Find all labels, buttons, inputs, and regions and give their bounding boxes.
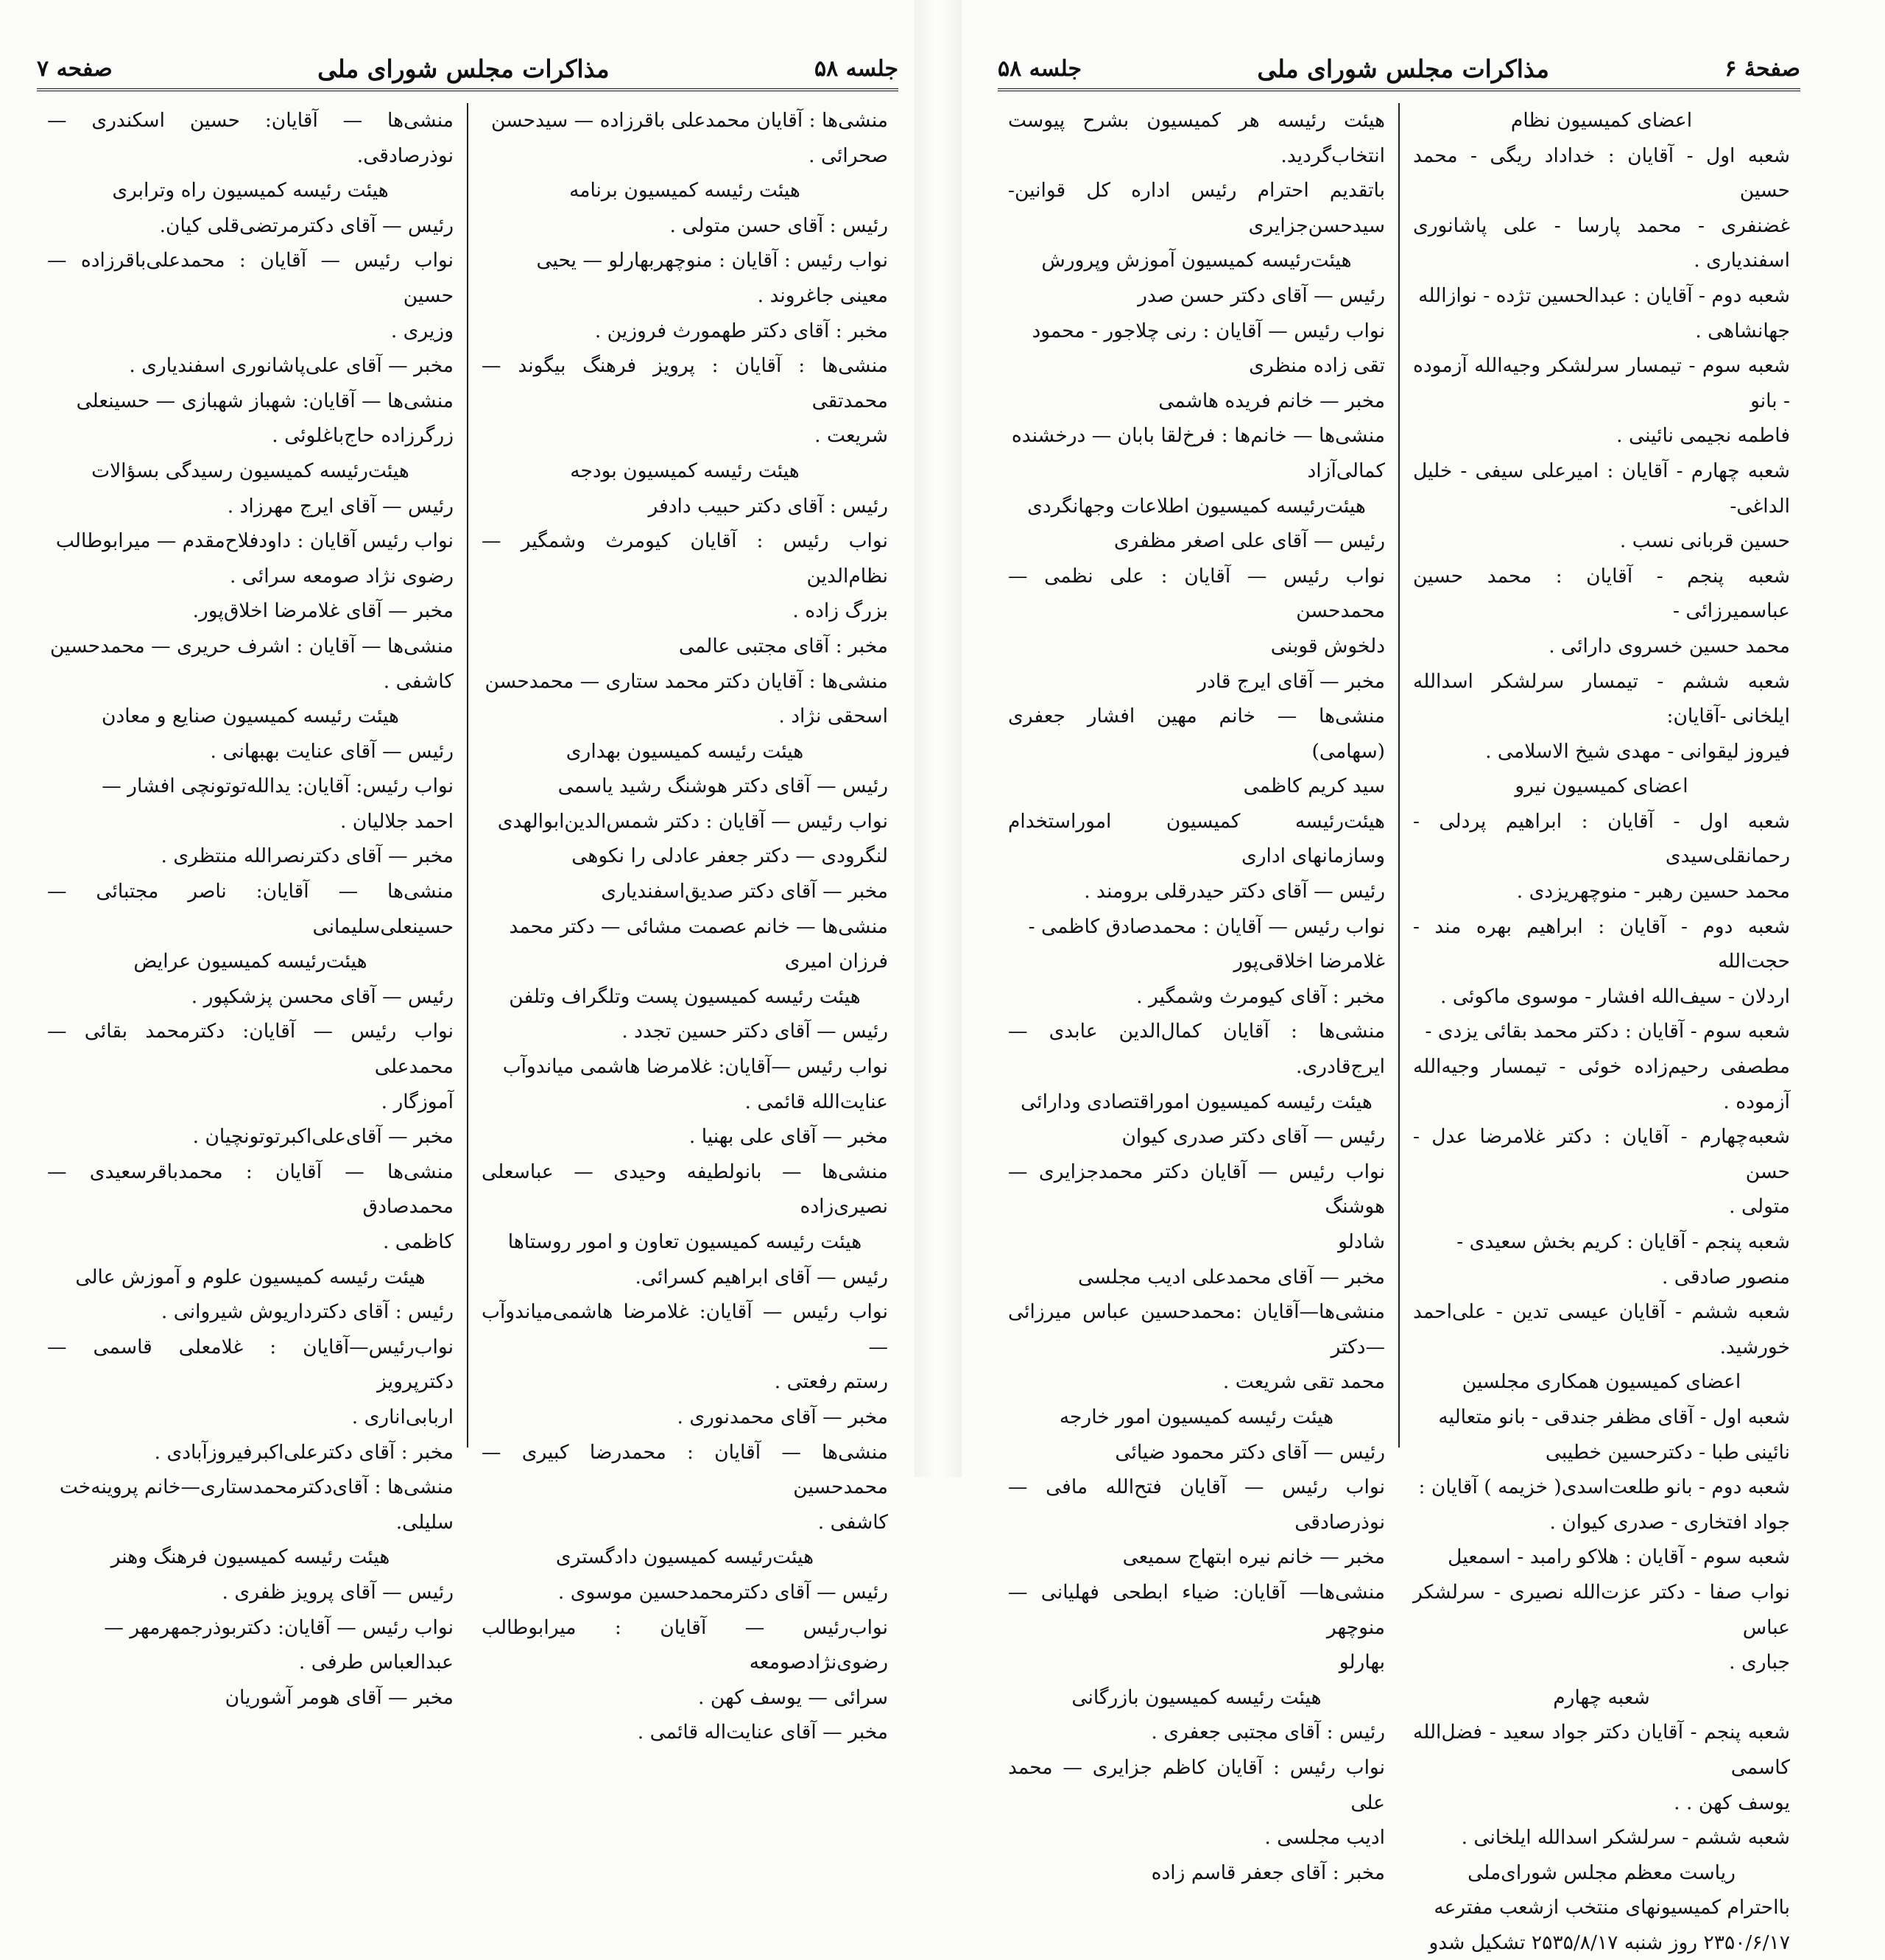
text-line: شعبه اول - آقایان : ابراهیم پردلی - رحمانقلی‌سیدی [1413,809,1790,868]
section-heading: هیئت رئیسه کمیسیون صنایع و معادن [101,705,399,728]
section-heading: هیئت رئیسه کمیسیون پست وتلگراف وتلفن [509,984,861,1008]
text-line: منشی‌ها — بانولطیفه وحیدی — عباسعلی نصیری‌زاده [482,1160,888,1219]
text-line: مخبر — آقای محمدنوری . [677,1405,888,1428]
text-line: رئیس — آقای دکتر صدری کیوان [1121,1125,1385,1149]
text-line: نائینی طبا - دکترحسین خطیبی [1545,1440,1790,1464]
text-line: شعبه سوم - تیمسار سرلشکر وجیه‌الله آزموده - بانو [1413,354,1790,412]
column-left [37,103,464,1709]
text-line: رضوی نژاد صومعه سرائی . [229,564,454,588]
text-line: منشی‌ها : آقایان : پرویز فرهنگ بیگوند —محمدتقی [482,354,888,412]
text-line: منشی‌ها : آقایان دکتر محمد ستاری — محمدحسن [485,669,888,693]
text-line: وزیری . [390,319,454,342]
text-line: شعبه ششم - آقایان عیسی تدین - علی‌احمد خورشید. [1413,1300,1790,1358]
text-line: منشی‌ها — آقایان: حسین اسکندری — نوذرصادقی. [47,109,454,167]
text-line: هیئت‌رئیسه کمیسیون اموراستخدام وسازمانهای اداری [1008,809,1385,868]
text-line: فاطمه نجیمی نائینی . [1616,424,1790,448]
column-left [998,103,1395,1884]
section-heading: هیئت‌رئیسه کمیسیون آموزش وپرورش [1041,249,1352,272]
text-line: نواب رئیس — آقایان : رنی چلاجور - محمود [1032,319,1385,342]
text-line: آموزگار . [381,1090,454,1113]
text-line: منشی‌ها : آقایان محمدعلی باقرزاده — سیدحسن [490,109,888,132]
text-line: شعبه‌چهارم - آقایان : دکتر غلامرضا عدل - حسن [1413,1125,1790,1183]
text-line: مخبر : آقای مجتبی عالمی [678,634,888,658]
text-line: نواب رئیس — آقایان: غلامرضا هاشمی‌میاندوآب — [482,1300,888,1358]
text-line: فیروز لیقوانی - مهدی شیخ الاسلامی . [1485,739,1790,763]
text-line: رئیس : آقای دکتر حبیب دادفر [648,494,888,518]
section-heading: ریاست معظم مجلس شورای‌ملی [1468,1861,1736,1884]
text-line: باتقدیم احترام رئیس اداره کل قوانین-سیدحسن‌جزایری [1008,179,1385,237]
text-line: شعبه پنجم - آقایان دکتر جواد سعید - فضل‌الله کاسمی [1413,1721,1790,1779]
text-line: مخبر — آقای دکترنصرالله منتظری . [161,845,454,868]
section-heading: هیئت رئیسه کمیسیون برنامه [569,179,800,202]
text-line: لنگرودی — دکتر جعفر عادلی را نکوهی [571,845,888,868]
text-line: رئیس — آقای دکترمرتضی‌قلی کیان. [159,214,454,237]
column-right [471,103,898,1744]
text-line: رئیس — آقای دکتر محمود ضیائی [1115,1440,1385,1464]
text-line: مخبر : آقای دکترعلی‌اکبرفیروزآبادی . [154,1440,454,1464]
text-line: نواب رئیس — آقایان دکتر محمدجزایری —هوشنگ [1008,1160,1385,1219]
section-heading: هیئت رئیسه کمیسیون فرهنگ وهنر [110,1545,390,1569]
text-line: رئیس : آقای مجتبی جعفری . [1151,1721,1385,1744]
text-line: جباری . [1729,1651,1790,1674]
column-divider [1398,103,1400,1448]
running-title: مذاکرات مجلس شورای ملی [1257,54,1549,83]
page-number-label: صفحه ۷ [37,55,113,82]
text-line: اربابی‌اناری . [351,1405,454,1428]
section-heading: هیئت رئیسه کمیسیون بهداری [566,739,804,763]
text-line: منشی‌ها — آقایان : محمدباقرسعیدی — محمدصادق [47,1160,454,1219]
text-line: نواب رئیس: آقایان: یدالله‌توتونچی افشار — [102,775,454,798]
text-line: سید کریم کاظمی [1243,775,1385,798]
text-line: رئیس — آقای دکتر حیدرقلی برومند . [1084,880,1385,903]
text-line: کاشفی . [817,1510,888,1534]
text-line: منشی‌ها — آقایان : محمدرضا کبیری — محمدحسین [482,1440,888,1499]
text-line: رئیس : آقای حسن متولی . [669,214,888,237]
text-line: مطصفی رحیم‌زاده خوئی - تیمسار وجیه‌الله آزموده . [1413,1055,1790,1113]
section-heading: اعضای کمیسیون نظام [1510,109,1693,132]
text-line: کمالی‌آزاد [1307,459,1385,482]
text-line: منشی‌ها — آقایان : اشرف حریری — محمدحسین [50,634,454,658]
text-line: رئیس — آقای دکتر هوشنگ رشید یاسمی [557,775,888,798]
text-line: نواب‌رئیس — آقایان : میرابوطالب رضوی‌نژادصومعه [482,1615,888,1674]
section-heading: اعضای کمیسیون همکاری مجلسین [1462,1370,1741,1394]
text-line: نواب رئیس — آقایان: دکترمحمد بقائی — محمدعلی [47,1020,454,1079]
text-line: شعبه دوم - آقایان : عبدالحسین تژده - نوازالله [1418,283,1790,307]
text-line: مخبر — خانم فریده هاشمی [1158,389,1385,412]
section-heading: هیئت رئیسه کمیسیون بازرگانی [1071,1685,1322,1709]
column-right [1403,103,1800,1954]
text-line: رئیس — آقای دکتر حسن صدر [1138,283,1385,307]
header-rule [37,88,898,91]
text-line: زرگرزاده حاج‌باغلوئی . [272,424,454,448]
text-line: شعبه اول - آقایان : خداداد ریگی - محمد حسین [1413,144,1790,202]
section-heading: هیئت رئیسه کمیسیون اموراقتصادی ودارائی [1021,1090,1373,1113]
session-label: جلسه ۵۸ [998,55,1082,82]
text-line: متولی . [1729,1195,1790,1219]
header-rule [998,88,1800,91]
text-line: مخبر — خانم نیره ابتهاج سمیعی [1122,1545,1385,1569]
text-line: منشی‌ها — آقایان: ناصر مجتبائی — حسینعلی‌سلیمانی [47,880,454,938]
text-line: رئیس — آقای علی اصغر مظفری [1113,529,1385,553]
text-line: شعبه سوم - آقایان : دکتر محمد بقائی یزدی - [1425,1020,1790,1043]
text-line: نواب رئیس — آقایان : محمدعلی‌باقرزاده — حسین [47,249,454,307]
text-line: رئیس — آقای دکتر حسین تجدد . [621,1020,888,1043]
text-line: مخبر — آقای محمدعلی ادیب مجلسی [1078,1265,1385,1289]
text-line: جهانشاهی . [1695,319,1790,342]
text-line: منشی‌ها — خانم مهین افشار جعفری (سهامی) [1008,705,1385,763]
section-heading: هیئت‌رئیسه کمیسیون رسیدگی بسؤالات [91,459,409,482]
text-line: منشی‌ها — خانم‌ها : فرخ‌لقا بابان — درخشنده [1011,424,1385,448]
text-line: حسین قربانی نسب . [1619,529,1790,553]
text-line: رئیس — آقای ایرج مهرزاد . [227,494,454,518]
text-line: مخبر : آقای جعفر قاسم زاده [1151,1861,1385,1884]
text-line: ۲۳۵۰/۶/۱۷ روز شنبه ۲۵۳۵/۸/۱۷ تشکیل شدو [1428,1931,1790,1954]
running-title: مذاکرات مجلس شورای ملی [317,54,610,83]
text-line: جواد افتخاری - صدری کیوان . [1549,1510,1790,1534]
text-line: مخبر — آقای‌علی‌اکبرتوتونچیان . [192,1125,454,1149]
text-line: منشی‌ها : آقای‌دکترمحمدستاری—خانم پروینه‌خت [59,1476,454,1499]
text-line: شعبه پنجم - آقایان : کریم بخش سعیدی - [1456,1230,1790,1253]
text-line: شعبه ششم - سرلشکر اسدالله ایلخانی . [1461,1826,1790,1850]
section-heading: هیئت رئیسه کمیسیون راه وترابری [112,179,389,202]
text-line: منصور صادقی . [1661,1265,1790,1289]
text-line: منشی‌ها— آقایان: ضیاء ابطحی فهلیانی — منوچهر [1008,1580,1385,1639]
text-line: شعبه سوم - آقایان : هلاکو رامبد - اسمعیل [1448,1545,1790,1569]
text-line: عنایت‌الله قائمی . [744,1090,888,1113]
text-line: شعبه دوم - آقایان : ابراهیم بهره مند - حجت‌الله [1413,914,1790,973]
text-line: مخبر : آقای دکتر طهمورث فروزین . [594,319,888,342]
column-divider [467,103,468,1448]
text-line: رئیس — آقای پرویز ظفری . [222,1580,454,1604]
text-line: نواب رئیس — آقایان : دکتر شمس‌الدین‌ابوالهدی [497,809,888,833]
text-line: رئیس — آقای ابراهیم کسرائی. [635,1265,888,1289]
text-line: نواب رئیس : آقایان کیومرث وشمگیر — نظام‌الدین [482,529,888,588]
section-heading: هیئت‌رئیسه کمیسیون دادگستری [555,1545,814,1569]
text-line: رئیس : آقای دکترداریوش شیروانی . [161,1300,454,1324]
section-heading: شعبه چهارم [1553,1685,1650,1709]
text-line: احمد جلالیان . [339,809,454,833]
text-line: هیئت رئیسه هر کمیسیون بشرح پیوست انتخاب‌گردید. [1008,109,1385,167]
text-line: عبدالعباس طرفی . [298,1651,454,1674]
text-line: مخبر — آقای عنایت‌اله قائمی . [637,1721,888,1744]
text-line: شادلو [1338,1230,1385,1253]
text-line: رئیس — آقای دکترمحمدحسین موسوی . [557,1580,888,1604]
text-line: مخبر : آقای کیومرث وشمگیر . [1136,984,1385,1008]
text-columns [998,103,1800,1954]
text-line: نواب رئیس — آقایان: دکتربوذرجمهرمهر — [104,1615,454,1639]
page-7 [37,0,898,1744]
text-line: سلیلی. [395,1510,454,1534]
page-6 [998,0,1800,1954]
text-line: منشی‌ها : آقایان کمال‌الدین عابدی — ایرج‌قادری. [1008,1020,1385,1079]
section-heading: اعضای کمیسیون نیرو [1515,775,1688,798]
text-line: مخبر — آقای علی بهنیا . [688,1125,888,1149]
session-label: جلسه ۵۸ [814,55,898,82]
text-columns [37,103,898,1744]
text-line: اسحقی نژاد . [778,705,888,728]
page-header [998,50,1800,87]
text-line: نواب‌رئیس—آقایان : غلامعلی قاسمی — دکترپرویز [47,1335,454,1394]
text-line: رئیس — آقای عنایت بهبهانی . [210,739,454,763]
text-line: نواب رئیس — آقایان فتح‌الله مافی — نوذرصادقی [1008,1476,1385,1534]
text-line: شعبه ششم - تیمسار سرلشکر اسدالله ایلخانی -آقایان: [1413,669,1790,728]
text-line: صحرائی . [808,144,888,167]
text-line: منشی‌ها — خانم عصمت مشائی — دکتر محمد [509,914,888,938]
section-heading: هیئت‌رئیسه کمیسیون اطلاعات وجهانگردی [1027,494,1366,518]
text-line: نواب رئیس آقایان : داودفلاح‌مقدم — میرابوطالب [55,529,454,553]
text-line: شعبه چهارم - آقایان : امیرعلی سیفی - خلیل الداغی- [1413,459,1790,518]
text-line: شریعت . [814,424,888,448]
section-heading: هیئت رئیسه کمیسیون علوم و آموزش عالی [75,1265,426,1289]
text-line: رئیس — آقای محسن پزشکپور . [191,984,454,1008]
section-heading: هیئت‌رئیسه کمیسیون عرایض [133,950,367,973]
text-line: مخبر — آقای هومر آشوریان [225,1685,454,1709]
page-number-label: صفحهٔ ۶ [1724,55,1800,82]
text-line: یوسف کهن . . [1674,1791,1790,1814]
text-line: منشی‌ها — آقایان: شهباز شهبازی — حسینعلی [76,389,454,412]
text-line: بااحترام کمیسیونهای منتخب ازشعب مفترعه [1434,1896,1790,1920]
text-line: کاشفی . [383,669,454,693]
book-gutter [915,0,962,1477]
text-line: ادیب مجلسی . [1264,1826,1385,1850]
text-line: غلامرضا اخلاقی‌پور [1233,950,1385,973]
section-heading: هیئت رئیسه کمیسیون امور خارجه [1059,1405,1334,1428]
text-line: بهارلو [1339,1651,1385,1674]
text-line: فرزان امیری [784,950,888,973]
text-line: مخبر — آقای دکتر صدیق‌اسفندیاری [601,880,888,903]
text-line: بزرگ زاده . [792,599,888,623]
text-line: محمد حسین خسروی دارائی . [1548,634,1790,658]
text-line: نواب رئیس — آقایان : علی نظمی — محمدحسن [1008,564,1385,623]
text-line: غضنفری - محمد پارسا - علی پاشانوری اسفندیاری . [1413,214,1790,272]
text-line: مخبر — آقای ایرج قادر [1197,669,1385,693]
text-line: اردلان - سیف‌الله افشار - موسوی ماکوئی . [1440,984,1790,1008]
text-line: مخبر — آقای غلامرضا اخلاق‌پور. [192,599,454,623]
text-line: شعبه دوم - بانو طلعت‌اسدی( خزیمه ) آقایان : [1418,1476,1790,1499]
text-line: منشی‌ها—آقایان :محمدحسین عباس میرزائی —دکتر [1008,1300,1385,1358]
text-line: نواب رئیس : آقایان کاظم جزایری — محمد علی [1008,1755,1385,1814]
text-line: معینی جاغروند . [757,283,888,307]
text-line: دلخوش قوبنی [1270,634,1385,658]
text-line: شعبه اول - آقای مظفر جندقی - بانو متعالیه [1438,1405,1790,1428]
text-line: محمد تقی شریعت . [1222,1370,1385,1394]
text-line: مخبر — آقای علی‌پاشانوری اسفندیاری . [129,354,454,378]
text-line: رستم رفعتی . [774,1370,888,1394]
text-line: سرائی — یوسف کهن . [698,1685,888,1709]
section-heading: هیئت رئیسه کمیسیون بودجه [570,459,800,482]
text-line: نواب صفا - دکتر عزت‌الله نصیری - سرلشکر عباس [1413,1580,1790,1639]
text-line: تقی زاده منظری [1249,354,1385,378]
text-line: محمد حسین رهبر - منوچهریزدی . [1516,880,1790,903]
text-line: نواب رئیس — آقایان : محمدصادق کاظمی - [1028,914,1385,938]
text-line: نواب رئیس : آقایان : منوچهربهارلو — یحیی [536,249,888,272]
text-line: کاظمی . [382,1230,454,1253]
text-line: نواب رئیس —آقایان: غلامرضا هاشمی میاندوآب [502,1055,888,1079]
text-line: شعبه پنجم - آقایان : محمد حسین عباسمیرزائی - [1413,564,1790,623]
page-header [37,50,898,87]
section-heading: هیئت رئیسه کمیسیون تعاون و امور روستاها [507,1230,862,1253]
